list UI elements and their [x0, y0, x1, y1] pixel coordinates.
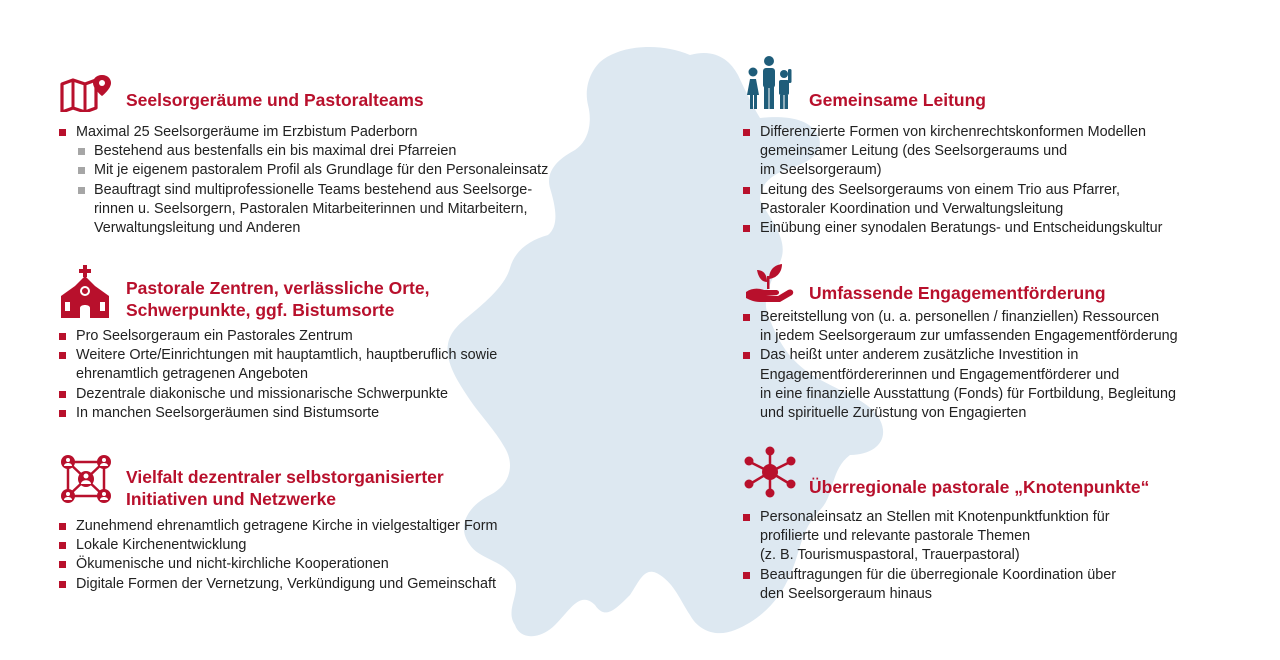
line: In manchen Seelsorgeräumen sind Bistumsorte — [76, 404, 380, 421]
line: profilierte und relevante pastorale Themen — [760, 528, 1031, 545]
section-engagement — [742, 262, 1262, 423]
sub-list-item — [58, 142, 658, 161]
bullet-list — [58, 327, 658, 423]
line: gemeinsamer Leitung (des Seelsorgeraums und — [760, 143, 1068, 160]
line: Engagementfördererinnen und Engagementförderer und — [760, 366, 1120, 383]
map-pin-icon — [58, 74, 114, 112]
line: rinnen u. Seelsorgern, Pastoralen Mitarbeiterinnen und Mitarbeitern, — [94, 200, 528, 217]
line: Differenzierte Formen von kirchenrechtskonformen Modellen — [760, 124, 1147, 140]
line: und spirituelle Zurüstung von Engagierten — [760, 405, 1027, 422]
list-item — [742, 308, 1262, 346]
group-people-icon — [742, 55, 798, 111]
section-title — [126, 277, 429, 321]
network-people-icon — [58, 454, 114, 504]
section-title — [126, 466, 444, 510]
list-item — [58, 536, 658, 555]
line: Das heißt unter anderem zusätzliche Investition in — [760, 347, 1079, 364]
line: Zunehmend ehrenamtlich getragene Kirche in vielgestaltiger Form — [76, 518, 498, 534]
bullet-list — [58, 123, 658, 238]
section-header — [58, 74, 658, 118]
list-item — [58, 555, 658, 574]
list-item — [742, 123, 1262, 181]
line: Pro Seelsorgeraum ein Pastorales Zentrum — [76, 328, 353, 344]
section-leitung — [742, 55, 1262, 238]
line: Personaleinsatz an Stellen mit Knotenpunktfunktion für — [760, 509, 1110, 525]
line: Beauftragungen für die überregionale Koordination über — [760, 566, 1117, 583]
bullet-list — [742, 123, 1262, 238]
section-title: Seelsorgeräume und Pastoralteams — [126, 90, 424, 110]
section-seelsorgeraeume — [58, 74, 658, 238]
line: (z. B. Tourismuspastoral, Trauerpastoral) — [760, 547, 1020, 564]
title-line: Schwerpunkte, ggf. Bistumsorte — [126, 300, 395, 320]
node-network-icon — [742, 446, 798, 498]
list-item — [58, 517, 658, 536]
bullet-list — [742, 508, 1262, 604]
section-title: Gemeinsame Leitung — [809, 90, 986, 110]
line: Bereitstellung von (u. a. personellen / finanziellen) Ressourcen — [760, 309, 1160, 325]
line: ehrenamtlich getragenen Angeboten — [76, 366, 309, 383]
section-header — [58, 264, 658, 326]
line: Beauftragt sind multiprofessionelle Teams bestehend aus Seelsorge- — [94, 181, 533, 198]
sub-list-item — [58, 161, 658, 180]
line: in eine finanzielle Ausstattung (Fonds) für Fortbildung, Begleitung — [760, 385, 1176, 402]
section-header — [742, 262, 1262, 308]
section-header — [742, 446, 1262, 508]
section-header — [58, 454, 658, 516]
bullet-list — [58, 517, 658, 594]
list-item — [58, 575, 658, 594]
bullet-list — [742, 308, 1262, 423]
list-item — [742, 508, 1262, 566]
line: Weitere Orte/Einrichtungen mit hauptamtlich, hauptberuflich sowie — [76, 347, 498, 364]
section-header — [742, 55, 1262, 119]
line: im Seelsorgeraum) — [760, 162, 882, 179]
line: Mit je eigenem pastoralem Profil als Grundlage für den Personaleinsatz — [94, 162, 549, 179]
section-zentren — [58, 264, 658, 423]
line: Einübung einer synodalen Beratungs- und Entscheidungskultur — [760, 220, 1163, 237]
line: Lokale Kirchenentwicklung — [76, 537, 247, 554]
section-title: Überregionale pastorale „Knotenpunkte“ — [809, 477, 1150, 497]
line: Ökumenische und nicht-kirchliche Kooperationen — [76, 556, 389, 573]
list-item — [742, 566, 1262, 604]
title-line: Initiativen und Netzwerke — [126, 489, 337, 509]
list-item: Maximal 25 Seelsorgeräume im Erzbistum Paderborn — [58, 123, 658, 142]
list-item — [58, 327, 658, 346]
list-item — [58, 385, 658, 404]
hand-plant-icon — [742, 262, 798, 304]
line: Pastoraler Koordination und Verwaltungsleitung — [760, 200, 1064, 217]
line: Dezentrale diakonische und missionarische Schwerpunkte — [76, 385, 448, 402]
section-knoten — [742, 446, 1262, 604]
line: Verwaltungsleitung und Anderen — [94, 220, 301, 237]
line: Bestehend aus bestenfalls ein bis maximal drei Pfarreien — [94, 143, 457, 160]
line: in jedem Seelsorgeraum zur umfassenden Engagementförderung — [760, 328, 1178, 345]
list-item — [742, 346, 1262, 423]
list-item — [58, 346, 658, 384]
list-item — [742, 219, 1262, 238]
line: den Seelsorgeraum hinaus — [760, 585, 932, 602]
title-line: Pastorale Zentren, verlässliche Orte, — [126, 278, 430, 298]
list-item — [742, 181, 1262, 219]
title-line: Vielfalt dezentraler selbstorganisierter — [126, 467, 444, 487]
list-item — [58, 404, 658, 423]
sub-list-item — [58, 181, 658, 239]
section-vielfalt — [58, 454, 658, 594]
section-title: Umfassende Engagementförderung — [809, 283, 1106, 303]
church-icon — [58, 264, 114, 320]
line: Digitale Formen der Vernetzung, Verkündigung und Gemeinschaft — [76, 575, 496, 592]
line: Leitung des Seelsorgeraums von einem Trio aus Pfarrer, — [760, 181, 1120, 198]
